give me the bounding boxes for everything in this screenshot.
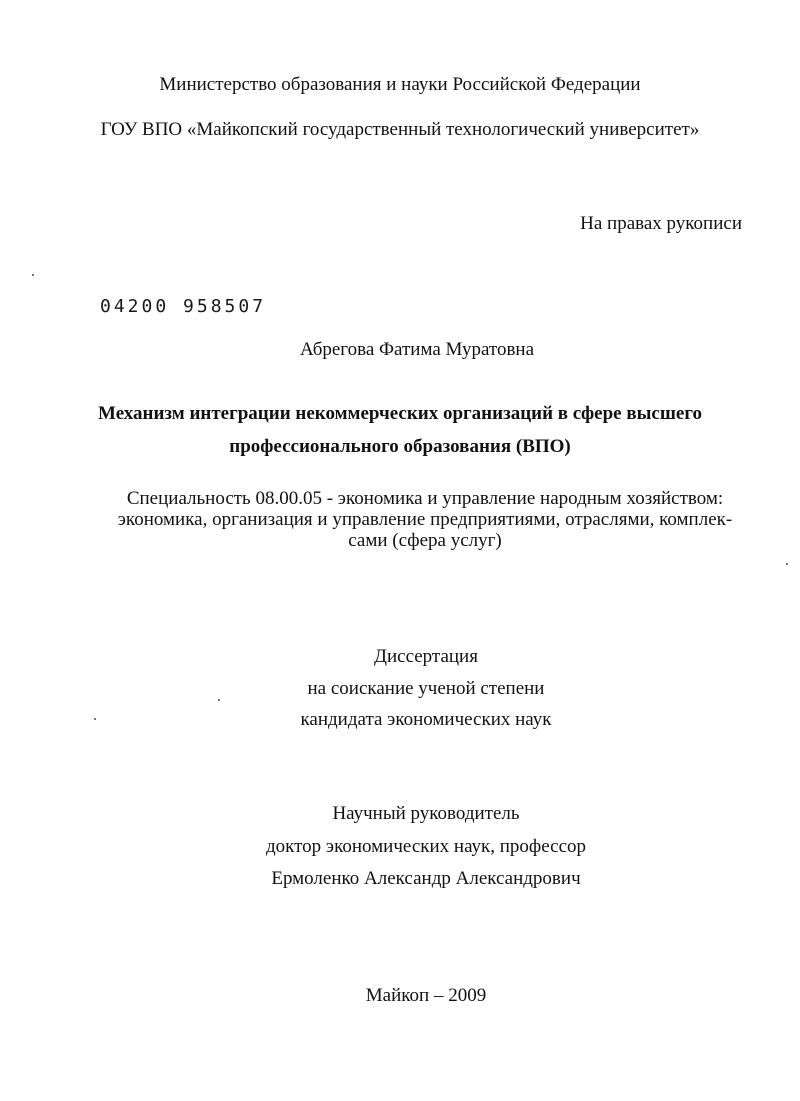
city-year: Майкоп – 2009 bbox=[365, 985, 487, 1006]
university-heading: ГОУ ВПО «Майкопский государственный технологический университет» bbox=[100, 119, 700, 140]
supervisor-title: Научный руководитель bbox=[332, 803, 520, 824]
specialty-block bbox=[80, 488, 770, 551]
supervisor-name: Ермоленко Александр Александрович bbox=[271, 868, 581, 889]
specialty-line3: сами (сфера услуг) bbox=[348, 530, 502, 551]
scan-speck bbox=[786, 563, 788, 565]
author-name: Абрегова Фатима Муратовна bbox=[299, 339, 535, 360]
degree-line2: на соискание ученой степени bbox=[307, 678, 545, 699]
library-stamp-number: 04200 958507 bbox=[100, 296, 267, 317]
supervisor-degree: доктор экономических наук, профессор bbox=[265, 836, 587, 857]
specialty-line1: Специальность 08.00.05 - экономика и управление народным хозяйством: bbox=[126, 488, 724, 509]
dissertation-title-line1: Механизм интеграции некоммерческих организаций в сфере высшего bbox=[98, 403, 702, 424]
scan-speck bbox=[32, 274, 34, 276]
scan-speck bbox=[218, 699, 220, 701]
degree-line1: Диссертация bbox=[374, 646, 478, 667]
dissertation-title-line2: профессионального образования (ВПО) bbox=[229, 436, 571, 457]
specialty-line2: экономика, организация и управление предприятиями, отраслями, комплек- bbox=[117, 509, 733, 530]
scan-speck bbox=[94, 718, 96, 720]
ministry-heading: Министерство образования и науки Российской Федерации bbox=[159, 74, 641, 95]
manuscript-note: На правах рукописи bbox=[580, 213, 742, 234]
degree-line3: кандидата экономических наук bbox=[300, 709, 552, 730]
